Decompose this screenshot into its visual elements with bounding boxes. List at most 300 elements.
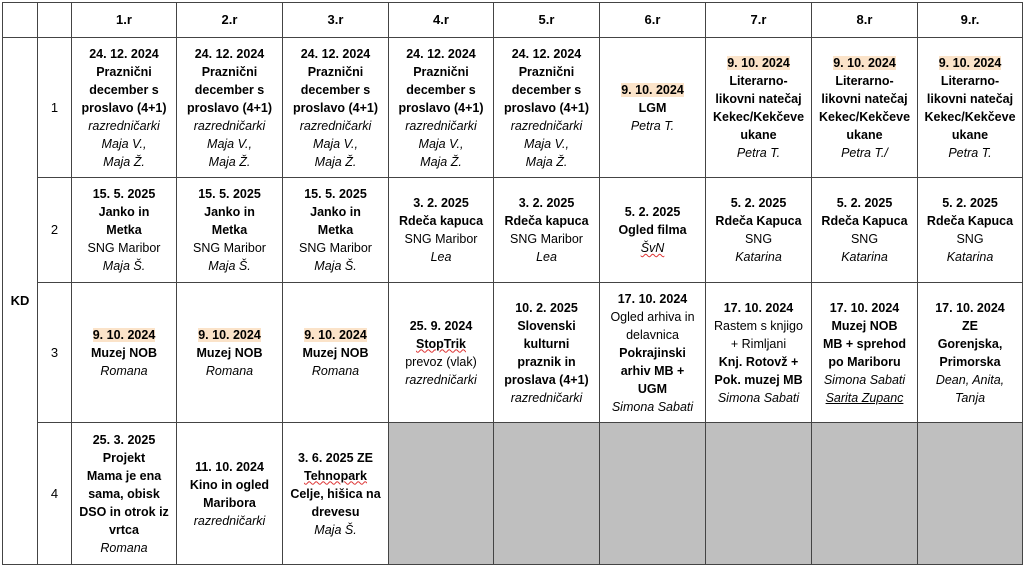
row-number: 1 bbox=[38, 38, 72, 178]
event-text: 24. 12. 2024 bbox=[194, 46, 265, 61]
event-line bbox=[815, 54, 914, 72]
event-text: 24. 12. 2024 bbox=[406, 46, 476, 61]
event-text: 9. 10. 2024 bbox=[304, 327, 367, 342]
event-text: Kekec/Kekčeve bbox=[712, 109, 805, 124]
event-text: 3. 6. 2025 ZE bbox=[297, 450, 374, 465]
event-text: Maja Ž. bbox=[208, 154, 251, 169]
event-text: 5. 2. 2025 bbox=[942, 196, 998, 210]
event-line bbox=[603, 344, 702, 362]
table-row bbox=[3, 423, 1023, 565]
grade-header: 5.r bbox=[494, 3, 600, 38]
header-rownum-cell bbox=[38, 3, 72, 38]
event-text: Janko in bbox=[98, 205, 150, 219]
event-cell bbox=[72, 38, 177, 178]
event-cell bbox=[812, 178, 918, 283]
event-text: Janko in bbox=[310, 205, 361, 219]
event-line bbox=[815, 248, 914, 266]
event-text: sama, obisk bbox=[88, 486, 160, 501]
event-line bbox=[286, 153, 385, 171]
event-cell bbox=[283, 283, 389, 423]
event-text: Rdeča Kapuca bbox=[926, 214, 1014, 228]
event-line bbox=[75, 503, 173, 521]
event-text: 9. 10. 2024 bbox=[621, 82, 684, 97]
event-text: Maja V., bbox=[313, 136, 358, 151]
event-line bbox=[180, 362, 279, 380]
event-text: 5. 2. 2025 bbox=[730, 196, 787, 210]
event-text: ukane bbox=[846, 127, 883, 142]
event-text: SNG Maribor bbox=[87, 241, 161, 255]
event-text: Maja Š. bbox=[102, 259, 146, 273]
event-line bbox=[286, 362, 385, 380]
event-text: Muzej NOB bbox=[302, 345, 369, 360]
event-cell bbox=[494, 178, 600, 283]
event-text: 15. 5. 2025 bbox=[198, 187, 261, 201]
event-line bbox=[603, 398, 702, 416]
event-line bbox=[75, 257, 173, 275]
event-line bbox=[497, 63, 596, 81]
event-text: proslavo (4+1) bbox=[186, 100, 273, 115]
event-text: proslavo (4+1) bbox=[503, 100, 590, 115]
event-cell bbox=[177, 283, 283, 423]
table-row bbox=[3, 283, 1023, 423]
event-line bbox=[286, 135, 385, 153]
event-text: Literarno- bbox=[729, 73, 788, 88]
event-line bbox=[75, 135, 173, 153]
event-text: likovni natečaj bbox=[926, 91, 1014, 106]
event-text: Katarina bbox=[735, 250, 782, 264]
event-line bbox=[921, 317, 1019, 335]
event-text: vrtca bbox=[109, 522, 139, 537]
event-text: Praznični bbox=[518, 64, 575, 79]
event-line bbox=[286, 467, 385, 485]
event-text: Maja V., bbox=[524, 136, 569, 151]
event-line bbox=[709, 299, 808, 317]
event-line bbox=[75, 63, 173, 81]
event-text: Katarina bbox=[841, 250, 888, 264]
event-text: Praznični bbox=[201, 64, 258, 79]
event-line bbox=[75, 203, 173, 221]
event-text: Praznični bbox=[96, 64, 152, 79]
event-line bbox=[815, 389, 914, 407]
row-number: 4 bbox=[38, 423, 72, 565]
event-line bbox=[709, 54, 808, 72]
event-text: razredničarki bbox=[405, 118, 477, 133]
event-line bbox=[709, 90, 808, 108]
event-text: razredničarki bbox=[299, 118, 372, 133]
event-line bbox=[180, 45, 279, 63]
table-row bbox=[3, 178, 1023, 283]
event-cell bbox=[812, 38, 918, 178]
event-line bbox=[497, 317, 596, 335]
event-line bbox=[921, 248, 1019, 266]
event-line bbox=[497, 371, 596, 389]
event-line bbox=[180, 117, 279, 135]
event-text: 9. 10. 2024 bbox=[833, 55, 896, 70]
event-text: 11. 10. 2024 bbox=[195, 459, 264, 474]
event-line bbox=[180, 494, 279, 512]
event-text: Romana bbox=[311, 363, 360, 378]
event-line bbox=[497, 248, 596, 266]
empty-cell bbox=[494, 423, 600, 565]
event-text: Maja Š. bbox=[314, 522, 357, 537]
event-text: SNG Maribor bbox=[510, 232, 583, 246]
grade-header: 7.r bbox=[706, 3, 812, 38]
event-text: po Mariboru bbox=[828, 354, 901, 369]
event-text: Rdeča Kapuca bbox=[715, 214, 802, 228]
event-text: Janko in bbox=[204, 205, 255, 219]
event-line bbox=[75, 326, 173, 344]
event-line bbox=[815, 72, 914, 90]
event-text: razredničarki bbox=[193, 513, 266, 528]
event-text: 24. 12. 2024 bbox=[89, 46, 159, 61]
event-line bbox=[497, 117, 596, 135]
event-text: Tanja bbox=[954, 390, 986, 405]
event-line bbox=[497, 81, 596, 99]
event-line bbox=[286, 99, 385, 117]
event-line bbox=[497, 153, 596, 171]
event-line bbox=[921, 108, 1019, 126]
event-line bbox=[75, 467, 173, 485]
event-text: + Rimljani bbox=[730, 336, 787, 351]
event-text: Simona Sabati bbox=[717, 390, 800, 405]
event-line bbox=[497, 194, 596, 212]
event-text: Muzej NOB bbox=[831, 318, 898, 333]
event-cell bbox=[72, 423, 177, 565]
event-line bbox=[815, 108, 914, 126]
event-line bbox=[603, 326, 702, 344]
event-text: december s bbox=[194, 82, 265, 97]
event-text: Maja Ž. bbox=[525, 154, 568, 169]
event-line bbox=[180, 203, 279, 221]
event-cell bbox=[600, 178, 706, 283]
event-text: Ogled filma bbox=[618, 223, 687, 237]
event-line bbox=[921, 194, 1019, 212]
event-line bbox=[75, 485, 173, 503]
event-line bbox=[603, 290, 702, 308]
event-line bbox=[392, 353, 490, 371]
event-line bbox=[392, 81, 490, 99]
event-line bbox=[709, 126, 808, 144]
event-line bbox=[815, 353, 914, 371]
event-text: proslava (4+1) bbox=[504, 372, 589, 387]
event-line bbox=[815, 299, 914, 317]
event-line bbox=[180, 185, 279, 203]
event-text: december s bbox=[511, 82, 582, 97]
event-text: Kino in ogled bbox=[189, 477, 270, 492]
event-line bbox=[603, 81, 702, 99]
event-text: razredničarki bbox=[510, 118, 583, 133]
empty-cell bbox=[389, 423, 494, 565]
event-text: razredničarki bbox=[510, 390, 583, 405]
event-text: 24. 12. 2024 bbox=[511, 46, 582, 61]
event-line bbox=[392, 117, 490, 135]
event-cell bbox=[72, 178, 177, 283]
event-line bbox=[497, 353, 596, 371]
event-text: Romana bbox=[205, 363, 254, 378]
event-line bbox=[815, 230, 914, 248]
event-line bbox=[921, 299, 1019, 317]
event-line bbox=[709, 371, 808, 389]
event-text: praznik in bbox=[517, 354, 576, 369]
event-text: MB + sprehod bbox=[823, 336, 906, 351]
event-line bbox=[921, 144, 1019, 162]
event-line bbox=[497, 335, 596, 353]
event-text: SNG bbox=[956, 232, 984, 246]
event-text: Knj. Rotovž + bbox=[718, 354, 799, 369]
event-line bbox=[497, 299, 596, 317]
event-text: december s bbox=[406, 82, 476, 97]
event-text: 9. 10. 2024 bbox=[92, 327, 156, 342]
event-line bbox=[286, 344, 385, 362]
event-text: razredničarki bbox=[193, 118, 266, 133]
event-text: Muzej NOB bbox=[196, 345, 263, 360]
event-text: Dean, Anita, bbox=[935, 372, 1005, 387]
event-text: ukane bbox=[740, 127, 777, 142]
grade-header: 8.r bbox=[812, 3, 918, 38]
event-line bbox=[180, 326, 279, 344]
event-line bbox=[286, 257, 385, 275]
event-line bbox=[603, 308, 702, 326]
event-text: Kekec/Kekčeve bbox=[924, 109, 1016, 124]
header-corner-cell bbox=[3, 3, 38, 38]
event-text: Maja V., bbox=[418, 136, 464, 151]
grade-header: 6.r bbox=[600, 3, 706, 38]
event-line bbox=[180, 476, 279, 494]
event-text: 24. 12. 2024 bbox=[300, 46, 371, 61]
event-line bbox=[286, 503, 385, 521]
event-text: Projekt bbox=[102, 450, 146, 465]
event-text: 3. 2. 2025 bbox=[413, 196, 469, 210]
event-text: Maja Ž. bbox=[103, 154, 145, 169]
event-cell bbox=[706, 283, 812, 423]
event-line bbox=[921, 90, 1019, 108]
event-text: Muzej NOB bbox=[91, 345, 157, 360]
event-cell bbox=[918, 283, 1023, 423]
grade-header: 2.r bbox=[177, 3, 283, 38]
event-text: StopTrik bbox=[415, 336, 466, 351]
event-text: likovni natečaj bbox=[821, 91, 908, 106]
event-text: Maribora bbox=[203, 495, 256, 510]
event-line bbox=[180, 81, 279, 99]
event-text: SNG Maribor bbox=[404, 232, 478, 246]
event-line bbox=[921, 230, 1019, 248]
grade-header: 4.r bbox=[389, 3, 494, 38]
event-text: Maja V., bbox=[101, 136, 147, 151]
event-cell bbox=[389, 178, 494, 283]
event-text: Kekec/Kekčeve bbox=[818, 109, 911, 124]
event-text: Maja V., bbox=[207, 136, 252, 151]
event-line bbox=[392, 212, 490, 230]
event-cell bbox=[177, 38, 283, 178]
event-line bbox=[815, 90, 914, 108]
event-line bbox=[392, 248, 490, 266]
event-line bbox=[180, 458, 279, 476]
event-line bbox=[180, 135, 279, 153]
event-line bbox=[709, 72, 808, 90]
event-text: Maja Ž. bbox=[420, 154, 462, 169]
event-line bbox=[286, 521, 385, 539]
event-line bbox=[75, 344, 173, 362]
event-line bbox=[921, 54, 1019, 72]
event-line bbox=[286, 485, 385, 503]
event-line bbox=[75, 239, 173, 257]
event-text: 25. 9. 2024 bbox=[409, 318, 473, 333]
event-line bbox=[75, 221, 173, 239]
event-line bbox=[75, 117, 173, 135]
event-line bbox=[286, 221, 385, 239]
event-line bbox=[921, 72, 1019, 90]
event-text: Ogled arhiva in bbox=[610, 309, 695, 324]
event-text: Slovenski bbox=[517, 318, 576, 333]
row-number: 3 bbox=[38, 283, 72, 423]
event-line bbox=[603, 203, 702, 221]
event-line bbox=[497, 135, 596, 153]
event-text: Petra T. bbox=[948, 145, 992, 160]
event-cell bbox=[389, 38, 494, 178]
event-text: Rdeča Kapuca bbox=[821, 214, 908, 228]
event-text: Gorenjska, bbox=[937, 336, 1003, 351]
event-text: Lea bbox=[430, 250, 452, 264]
event-text: Maja Š. bbox=[208, 259, 251, 273]
event-line bbox=[921, 389, 1019, 407]
event-line bbox=[497, 230, 596, 248]
event-line bbox=[709, 335, 808, 353]
event-text: Literarno- bbox=[835, 73, 894, 88]
event-cell bbox=[283, 423, 389, 565]
event-line bbox=[286, 63, 385, 81]
event-cell bbox=[812, 283, 918, 423]
empty-cell bbox=[812, 423, 918, 565]
event-text: proslavo (4+1) bbox=[292, 100, 379, 115]
event-line bbox=[286, 45, 385, 63]
event-line bbox=[921, 126, 1019, 144]
event-text: 5. 2. 2025 bbox=[624, 205, 681, 219]
event-line bbox=[815, 212, 914, 230]
event-cell bbox=[283, 38, 389, 178]
event-line bbox=[392, 317, 490, 335]
event-line bbox=[286, 239, 385, 257]
event-line bbox=[392, 45, 490, 63]
event-text: 17. 10. 2024 bbox=[617, 291, 688, 306]
event-text: Metka bbox=[317, 223, 354, 237]
event-line bbox=[75, 45, 173, 63]
event-cell bbox=[706, 178, 812, 283]
event-line bbox=[392, 135, 490, 153]
event-text: 9. 10. 2024 bbox=[198, 327, 261, 342]
event-text: Simona Sabati bbox=[611, 399, 694, 414]
event-line bbox=[709, 194, 808, 212]
empty-cell bbox=[600, 423, 706, 565]
event-text: Tehnopark bbox=[304, 468, 367, 483]
event-line bbox=[392, 194, 490, 212]
event-text: drevesu bbox=[311, 504, 360, 519]
event-text: Primorska bbox=[939, 354, 1001, 369]
event-cell bbox=[600, 38, 706, 178]
event-text: proslavo (4+1) bbox=[398, 100, 484, 115]
event-text: Praznični bbox=[413, 64, 469, 79]
event-text: Mama je ena bbox=[86, 468, 162, 483]
event-line bbox=[180, 99, 279, 117]
event-line bbox=[392, 99, 490, 117]
event-text: 15. 5. 2025 bbox=[92, 187, 156, 201]
event-text: ukane bbox=[951, 127, 989, 142]
row-number: 2 bbox=[38, 178, 72, 283]
table-row bbox=[3, 38, 1023, 178]
event-text: Romana bbox=[100, 363, 148, 378]
event-line bbox=[497, 389, 596, 407]
event-line bbox=[392, 153, 490, 171]
event-text: delavnica bbox=[626, 327, 679, 342]
event-line bbox=[75, 521, 173, 539]
event-line bbox=[815, 126, 914, 144]
event-line bbox=[603, 239, 702, 257]
event-line bbox=[392, 335, 490, 353]
event-text: Katarina bbox=[946, 250, 994, 264]
event-line bbox=[180, 239, 279, 257]
event-text: Petra T./ bbox=[841, 145, 888, 160]
event-line bbox=[392, 371, 490, 389]
event-text: Sarita Zupanc bbox=[825, 390, 904, 405]
event-line bbox=[603, 99, 702, 117]
event-text: LGM bbox=[638, 100, 667, 115]
event-line bbox=[603, 380, 702, 398]
header-row bbox=[3, 3, 1023, 38]
event-text: Petra T. bbox=[630, 118, 675, 133]
event-line bbox=[709, 353, 808, 371]
event-text: december s bbox=[300, 82, 371, 97]
event-text: kulturni bbox=[523, 336, 570, 351]
event-text: prevoz (vlak) bbox=[405, 354, 477, 369]
event-line bbox=[75, 99, 173, 117]
event-line bbox=[75, 185, 173, 203]
empty-cell bbox=[918, 423, 1023, 565]
event-line bbox=[815, 371, 914, 389]
event-text: Petra T. bbox=[736, 145, 781, 160]
event-line bbox=[921, 353, 1019, 371]
event-text: 15. 5. 2025 bbox=[304, 187, 367, 201]
event-text: proslavo (4+1) bbox=[81, 100, 167, 115]
event-text: 17. 10. 2024 bbox=[935, 300, 1005, 315]
grade-header: 3.r bbox=[283, 3, 389, 38]
event-line bbox=[709, 230, 808, 248]
event-text: 17. 10. 2024 bbox=[723, 300, 794, 315]
grade-header: 1.r bbox=[72, 3, 177, 38]
event-line bbox=[603, 221, 702, 239]
group-label: KD bbox=[3, 38, 38, 565]
event-cell bbox=[600, 283, 706, 423]
event-text: Simona Sabati bbox=[823, 372, 906, 387]
event-line bbox=[286, 203, 385, 221]
event-text: 17. 10. 2024 bbox=[829, 300, 900, 315]
event-line bbox=[815, 144, 914, 162]
event-text: 25. 3. 2025 bbox=[92, 432, 156, 447]
event-line bbox=[815, 317, 914, 335]
event-text: likovni natečaj bbox=[715, 91, 802, 106]
event-line bbox=[921, 335, 1019, 353]
event-line bbox=[75, 153, 173, 171]
event-line bbox=[815, 335, 914, 353]
event-line bbox=[392, 230, 490, 248]
event-text: Romana bbox=[100, 540, 148, 555]
event-line bbox=[497, 45, 596, 63]
event-line bbox=[75, 449, 173, 467]
event-line bbox=[709, 144, 808, 162]
event-line bbox=[180, 257, 279, 275]
event-text: SNG Maribor bbox=[193, 241, 266, 255]
event-cell bbox=[389, 283, 494, 423]
event-text: 3. 2. 2025 bbox=[518, 196, 575, 210]
event-text: Rdeča kapuca bbox=[398, 214, 484, 228]
